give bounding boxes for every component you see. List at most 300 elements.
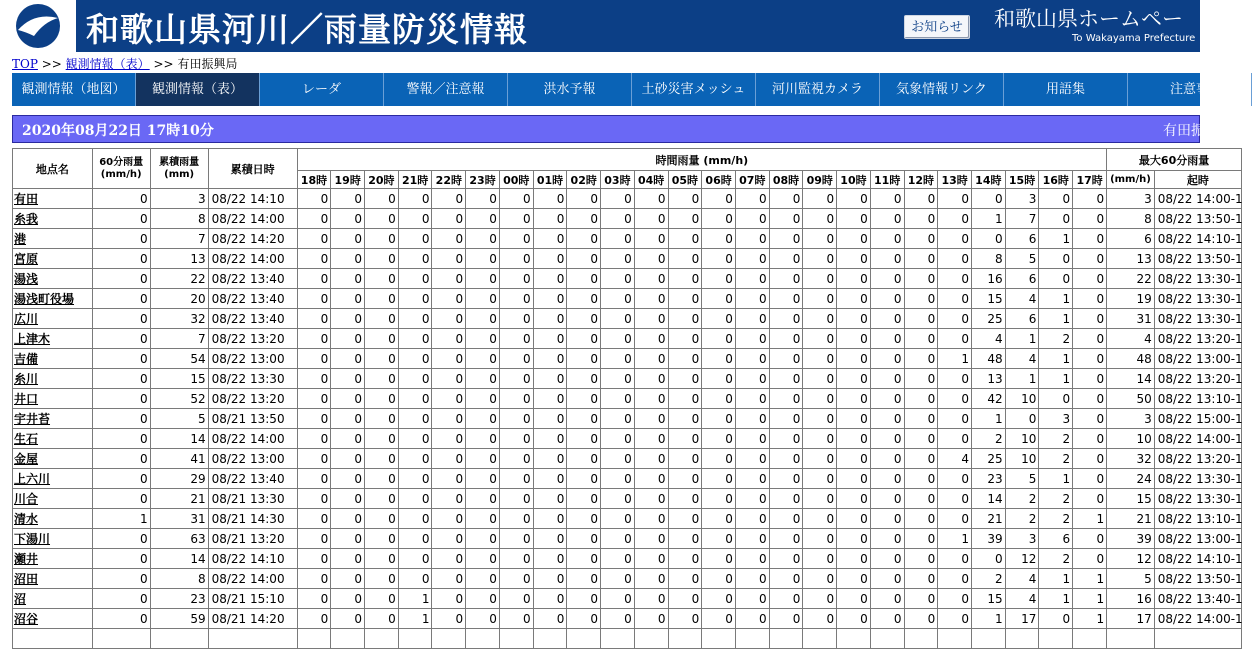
breadcrumb-current: 有田振興局 — [177, 57, 238, 71]
hourly-rain-cell: 0 — [1073, 269, 1107, 289]
hourly-rain-cell: 0 — [331, 309, 365, 329]
hourly-rain-cell: 7 — [1005, 209, 1039, 229]
nav-item-9[interactable]: 用語集 — [1004, 73, 1128, 106]
hourly-rain-cell: 1 — [1005, 329, 1039, 349]
hourly-rain-cell: 0 — [432, 589, 466, 609]
nav-item-6[interactable]: 土砂災害メッシュ — [632, 73, 756, 106]
hourly-rain-cell: 0 — [466, 329, 500, 349]
hourly-rain-cell: 0 — [870, 569, 904, 589]
cumulative-cell: 54 — [150, 349, 208, 369]
max60-start-cell: 08/22 15:00-1 — [1154, 409, 1241, 429]
station-link[interactable]: 広川 — [14, 312, 39, 326]
hourly-rain-cell: 0 — [634, 329, 668, 349]
nav-item-10[interactable]: 注意事 — [1128, 73, 1252, 106]
cumulative-cell: 3 — [150, 189, 208, 209]
hourly-rain-cell: 0 — [432, 269, 466, 289]
hourly-rain-cell: 0 — [601, 569, 635, 589]
hourly-rain-cell: 0 — [634, 449, 668, 469]
rain60-cell: 0 — [92, 369, 150, 389]
cum-date-cell: 08/22 13:00 — [208, 449, 297, 469]
hourly-rain-cell: 0 — [1039, 209, 1073, 229]
hourly-rain-cell: 0 — [668, 449, 702, 469]
hourly-rain-cell: 0 — [837, 409, 871, 429]
station-link[interactable]: 生石 — [14, 432, 39, 446]
hourly-rain-cell: 0 — [1073, 409, 1107, 429]
hourly-rain-cell: 0 — [904, 249, 938, 269]
hourly-rain-cell — [870, 629, 904, 649]
hourly-rain-cell: 0 — [668, 349, 702, 369]
hourly-rain-cell: 0 — [769, 469, 803, 489]
nav-item-2[interactable]: 観測情報（表） — [136, 73, 260, 106]
breadcrumb-top-link[interactable]: TOP — [12, 57, 38, 71]
station-link[interactable]: 上津木 — [14, 332, 51, 346]
hourly-rain-cell: 4 — [938, 449, 972, 469]
hourly-rain-cell: 0 — [297, 529, 331, 549]
hourly-rain-cell: 0 — [769, 409, 803, 429]
hourly-rain-cell: 0 — [668, 469, 702, 489]
hourly-rain-cell: 0 — [803, 509, 837, 529]
hourly-rain-cell: 0 — [803, 589, 837, 609]
nav-item-1[interactable]: 観測情報（地図） — [12, 73, 136, 106]
hourly-rain-cell: 0 — [466, 189, 500, 209]
table-row — [13, 309, 1242, 329]
hourly-rain-cell: 0 — [567, 389, 601, 409]
breadcrumb-obs-table-link[interactable]: 観測情報（表） — [65, 57, 150, 71]
hourly-rain-cell: 2 — [1039, 549, 1073, 569]
hourly-rain-cell: 0 — [432, 469, 466, 489]
hourly-rain-cell: 0 — [702, 469, 736, 489]
hourly-rain-cell: 4 — [1005, 589, 1039, 609]
hourly-rain-cell: 0 — [601, 489, 635, 509]
col-header-hourly: 時間雨量 (mm/h) — [297, 149, 1107, 171]
col-header-cum-date: 累積日時 — [208, 149, 297, 189]
hourly-rain-cell: 0 — [904, 469, 938, 489]
station-cell — [13, 629, 93, 649]
hourly-rain-cell: 0 — [365, 269, 399, 289]
station-cell — [13, 189, 93, 209]
hourly-rain-cell: 0 — [938, 549, 972, 569]
hourly-rain-cell: 0 — [432, 249, 466, 269]
hourly-rain-cell — [702, 629, 736, 649]
hourly-rain-cell: 0 — [904, 589, 938, 609]
hourly-rain-cell — [1005, 629, 1039, 649]
hourly-rain-cell: 2 — [971, 569, 1005, 589]
cumulative-cell: 29 — [150, 469, 208, 489]
hourly-rain-cell: 0 — [533, 329, 567, 349]
hourly-rain-cell: 0 — [668, 369, 702, 389]
hourly-rain-cell: 0 — [365, 189, 399, 209]
cum-date-cell: 08/22 13:40 — [208, 289, 297, 309]
hourly-rain-cell: 0 — [331, 409, 365, 429]
station-link[interactable]: 上六川 — [14, 472, 51, 486]
hourly-rain-cell: 0 — [837, 429, 871, 449]
hourly-rain-cell: 0 — [702, 269, 736, 289]
hourly-rain-cell: 0 — [1073, 309, 1107, 329]
hourly-rain-cell: 1 — [1073, 589, 1107, 609]
hourly-rain-cell: 0 — [398, 409, 432, 429]
max60-cell: 39 — [1107, 529, 1155, 549]
hourly-rain-cell: 0 — [870, 289, 904, 309]
cumulative-cell: 14 — [150, 429, 208, 449]
hourly-rain-cell: 0 — [634, 289, 668, 309]
hourly-rain-cell: 0 — [938, 569, 972, 589]
observation-datetime-bar — [12, 115, 1205, 143]
hourly-rain-cell: 0 — [702, 289, 736, 309]
cumulative-cell: 22 — [150, 269, 208, 289]
station-link[interactable]: 沼田 — [14, 572, 39, 586]
hourly-rain-cell: 0 — [567, 449, 601, 469]
hourly-rain-cell: 0 — [567, 349, 601, 369]
hourly-rain-cell: 0 — [466, 609, 500, 629]
max60-start-cell: 08/22 13:50-1 — [1154, 569, 1241, 589]
hourly-rain-cell: 0 — [499, 189, 533, 209]
rain60-cell: 0 — [92, 529, 150, 549]
max60-start-cell — [1154, 629, 1241, 649]
hourly-rain-cell: 0 — [365, 309, 399, 329]
hourly-rain-cell: 0 — [601, 469, 635, 489]
hourly-rain-cell: 0 — [904, 509, 938, 529]
notice-button[interactable]: お知らせ — [904, 15, 970, 39]
hourly-rain-cell: 0 — [466, 589, 500, 609]
hourly-rain-cell: 0 — [432, 429, 466, 449]
hourly-rain-cell: 0 — [769, 589, 803, 609]
station-link[interactable]: 清水 — [14, 512, 39, 526]
hourly-rain-cell: 21 — [971, 509, 1005, 529]
hourly-rain-cell: 0 — [870, 249, 904, 269]
hourly-rain-cell: 0 — [668, 549, 702, 569]
max60-cell: 12 — [1107, 549, 1155, 569]
cumulative-cell: 5 — [150, 409, 208, 429]
hourly-rain-cell: 0 — [803, 569, 837, 589]
hour-header: 21時 — [398, 171, 432, 189]
nav-item-5[interactable]: 洪水予報 — [508, 73, 632, 106]
hourly-rain-cell: 3 — [1039, 409, 1073, 429]
hourly-rain-cell: 0 — [601, 549, 635, 569]
hourly-rain-cell: 0 — [702, 209, 736, 229]
hourly-rain-cell: 0 — [735, 329, 769, 349]
rain60-cell: 0 — [92, 229, 150, 249]
hourly-rain-cell: 0 — [567, 529, 601, 549]
station-link[interactable]: 沼 — [14, 592, 27, 606]
hourly-rain-cell: 0 — [769, 509, 803, 529]
hourly-rain-cell: 0 — [601, 589, 635, 609]
table-row — [13, 269, 1242, 289]
hour-header: 03時 — [601, 171, 635, 189]
station-link[interactable]: 井口 — [14, 392, 39, 406]
hourly-rain-cell: 0 — [702, 509, 736, 529]
hourly-rain-cell: 5 — [1005, 249, 1039, 269]
hourly-rain-cell: 0 — [1073, 549, 1107, 569]
hourly-rain-cell: 0 — [398, 549, 432, 569]
hourly-rain-cell — [466, 629, 500, 649]
station-link[interactable]: 糸川 — [14, 372, 39, 386]
hourly-rain-cell: 0 — [1039, 189, 1073, 209]
rain60-cell: 0 — [92, 609, 150, 629]
hourly-rain-cell: 0 — [499, 289, 533, 309]
hourly-rain-cell: 0 — [904, 569, 938, 589]
cum-date-cell: 08/22 13:20 — [208, 389, 297, 409]
hourly-rain-cell: 0 — [466, 389, 500, 409]
rainfall-table — [12, 148, 1242, 649]
hourly-rain-cell: 0 — [837, 529, 871, 549]
hourly-rain-cell: 0 — [870, 609, 904, 629]
hourly-rain-cell: 0 — [365, 249, 399, 269]
hourly-rain-cell: 0 — [735, 489, 769, 509]
hourly-rain-cell: 0 — [702, 189, 736, 209]
station-link[interactable]: 瀬井 — [14, 552, 39, 566]
max60-cell: 6 — [1107, 229, 1155, 249]
nav-item-4[interactable]: 警報／注意報 — [384, 73, 508, 106]
hourly-rain-cell: 0 — [1073, 329, 1107, 349]
hourly-rain-cell: 0 — [1073, 249, 1107, 269]
station-link[interactable]: 湯浅 — [14, 272, 39, 286]
hour-header: 20時 — [365, 171, 399, 189]
station-cell — [13, 509, 93, 529]
cum-date-cell: 08/22 14:10 — [208, 189, 297, 209]
hourly-rain-cell: 0 — [432, 289, 466, 309]
hourly-rain-cell: 0 — [904, 489, 938, 509]
hourly-rain-cell: 0 — [735, 469, 769, 489]
hourly-rain-cell: 0 — [533, 469, 567, 489]
hourly-rain-cell: 0 — [365, 429, 399, 449]
max60-cell: 19 — [1107, 289, 1155, 309]
hourly-rain-cell: 0 — [499, 449, 533, 469]
hourly-rain-cell: 0 — [601, 329, 635, 349]
station-link[interactable]: 下湯川 — [14, 532, 51, 546]
site-title: 和歌山県河川／雨量防災情報 — [86, 10, 528, 49]
hourly-rain-cell — [331, 629, 365, 649]
hourly-rain-cell: 0 — [668, 269, 702, 289]
hourly-rain-cell: 0 — [398, 229, 432, 249]
hourly-rain-cell — [499, 629, 533, 649]
max60-cell: 13 — [1107, 249, 1155, 269]
rain60-cell: 0 — [92, 269, 150, 289]
rain60-cell: 0 — [92, 389, 150, 409]
rain60-cell: 1 — [92, 509, 150, 529]
hourly-rain-cell: 0 — [904, 189, 938, 209]
hourly-rain-cell: 0 — [1073, 209, 1107, 229]
table-row — [13, 349, 1242, 369]
hourly-rain-cell: 0 — [297, 309, 331, 329]
hourly-rain-cell — [567, 629, 601, 649]
station-cell — [13, 409, 93, 429]
hourly-rain-cell: 0 — [398, 489, 432, 509]
hourly-rain-cell: 0 — [499, 389, 533, 409]
hourly-rain-cell: 0 — [297, 589, 331, 609]
hourly-rain-cell: 0 — [837, 229, 871, 249]
hourly-rain-cell: 0 — [668, 489, 702, 509]
hourly-rain-cell: 0 — [499, 329, 533, 349]
station-link[interactable]: 湯浅町役場 — [14, 292, 75, 306]
prefecture-home-sublabel[interactable]: To Wakayama Prefecture — [1072, 33, 1196, 44]
hourly-rain-cell: 10 — [1005, 389, 1039, 409]
hourly-rain-cell — [735, 629, 769, 649]
hourly-rain-cell: 0 — [803, 489, 837, 509]
cum-date-cell: 08/22 14:00 — [208, 209, 297, 229]
hourly-rain-cell: 0 — [702, 549, 736, 569]
hour-header: 22時 — [432, 171, 466, 189]
hourly-rain-cell: 0 — [938, 369, 972, 389]
hourly-rain-cell: 0 — [331, 209, 365, 229]
hourly-rain-cell: 0 — [297, 549, 331, 569]
hourly-rain-cell: 1 — [1039, 569, 1073, 589]
hourly-rain-cell: 0 — [365, 369, 399, 389]
max60-cell: 22 — [1107, 269, 1155, 289]
hourly-rain-cell: 0 — [499, 349, 533, 369]
hourly-rain-cell: 16 — [971, 269, 1005, 289]
prefecture-logo[interactable] — [0, 0, 76, 52]
station-link[interactable]: 宮原 — [14, 252, 39, 266]
hour-header: 23時 — [466, 171, 500, 189]
hourly-rain-cell: 0 — [567, 549, 601, 569]
hourly-rain-cell: 1 — [1039, 469, 1073, 489]
rain60-cell: 0 — [92, 429, 150, 449]
max60-start-cell: 08/22 14:10-1 — [1154, 549, 1241, 569]
hourly-rain-cell: 0 — [803, 229, 837, 249]
hourly-rain-cell: 0 — [735, 609, 769, 629]
hourly-rain-cell: 0 — [668, 509, 702, 529]
nav-item-8[interactable]: 気象情報リンク — [880, 73, 1004, 106]
hourly-rain-cell: 0 — [803, 389, 837, 409]
prefecture-emblem-icon — [4, 2, 72, 50]
hourly-rain-cell: 0 — [634, 309, 668, 329]
hourly-rain-cell: 0 — [735, 289, 769, 309]
hourly-rain-cell: 0 — [668, 229, 702, 249]
hourly-rain-cell: 0 — [601, 609, 635, 629]
hourly-rain-cell: 4 — [1005, 569, 1039, 589]
station-cell — [13, 549, 93, 569]
hourly-rain-cell: 0 — [803, 209, 837, 229]
hourly-rain-cell: 0 — [365, 329, 399, 349]
hourly-rain-cell: 0 — [567, 229, 601, 249]
hourly-rain-cell: 0 — [803, 289, 837, 309]
hourly-rain-cell: 0 — [499, 429, 533, 449]
hourly-rain-cell: 0 — [567, 609, 601, 629]
hourly-rain-cell: 17 — [1005, 609, 1039, 629]
hourly-rain-cell: 0 — [904, 369, 938, 389]
col-header-max60: 最大60分雨量 — [1107, 149, 1242, 171]
hourly-rain-cell: 0 — [499, 249, 533, 269]
hourly-rain-cell: 0 — [365, 469, 399, 489]
hourly-rain-cell: 0 — [837, 389, 871, 409]
rainfall-table-container[interactable] — [12, 148, 1243, 630]
hourly-rain-cell: 0 — [938, 309, 972, 329]
hourly-rain-cell: 0 — [331, 449, 365, 469]
max60-cell: 50 — [1107, 389, 1155, 409]
station-link[interactable]: 吉備 — [14, 352, 39, 366]
hourly-rain-cell: 0 — [533, 609, 567, 629]
hour-header: 00時 — [499, 171, 533, 189]
hourly-rain-cell: 25 — [971, 449, 1005, 469]
hourly-rain-cell: 0 — [331, 349, 365, 369]
hourly-rain-cell: 0 — [769, 269, 803, 289]
hourly-rain-cell: 0 — [870, 409, 904, 429]
hourly-rain-cell: 0 — [904, 349, 938, 369]
hourly-rain-cell: 0 — [735, 189, 769, 209]
station-cell — [13, 529, 93, 549]
station-cell — [13, 329, 93, 349]
hourly-rain-cell: 0 — [870, 369, 904, 389]
station-link[interactable]: 糸我 — [14, 212, 39, 226]
hourly-rain-cell — [634, 629, 668, 649]
hour-header: 04時 — [634, 171, 668, 189]
hourly-rain-cell: 42 — [971, 389, 1005, 409]
hourly-rain-cell: 0 — [1073, 369, 1107, 389]
max60-start-cell: 08/22 13:00-1 — [1154, 349, 1241, 369]
rain60-cell: 0 — [92, 489, 150, 509]
station-link[interactable]: 有田 — [14, 192, 39, 206]
station-link[interactable]: 宇井苔 — [14, 412, 51, 426]
hourly-rain-cell: 10 — [1005, 429, 1039, 449]
hour-header: 06時 — [702, 171, 736, 189]
hourly-rain-cell: 0 — [365, 589, 399, 609]
station-link[interactable]: 沼谷 — [14, 612, 39, 626]
table-row — [13, 429, 1242, 449]
hourly-rain-cell: 13 — [971, 369, 1005, 389]
station-link[interactable]: 金屋 — [14, 452, 39, 466]
table-row — [13, 469, 1242, 489]
table-row — [13, 369, 1242, 389]
hourly-rain-cell: 0 — [466, 369, 500, 389]
hourly-rain-cell: 0 — [837, 209, 871, 229]
hourly-rain-cell: 0 — [567, 469, 601, 489]
cum-date-cell: 08/22 13:20 — [208, 329, 297, 349]
hourly-rain-cell: 0 — [668, 209, 702, 229]
hourly-rain-cell: 0 — [297, 189, 331, 209]
rain60-cell: 0 — [92, 309, 150, 329]
hourly-rain-cell: 0 — [398, 329, 432, 349]
prefecture-home-link[interactable]: 和歌山県ホームペー — [994, 7, 1183, 31]
hourly-rain-cell: 0 — [499, 369, 533, 389]
station-link[interactable]: 川合 — [14, 492, 39, 506]
cum-date-cell: 08/22 14:10 — [208, 549, 297, 569]
cum-date-cell: 08/21 13:20 — [208, 529, 297, 549]
max60-start-cell: 08/22 13:50-1 — [1154, 249, 1241, 269]
table-row — [13, 249, 1242, 269]
cumulative-cell: 8 — [150, 209, 208, 229]
max60-start-cell: 08/22 13:20-1 — [1154, 329, 1241, 349]
hourly-rain-cell — [1073, 629, 1107, 649]
table-row — [13, 329, 1242, 349]
hourly-rain-cell: 0 — [735, 429, 769, 449]
hourly-rain-cell: 0 — [769, 449, 803, 469]
col-header-rain60: 60分雨量 (mm/h) — [92, 149, 150, 189]
hour-header: 08時 — [769, 171, 803, 189]
hourly-rain-cell: 0 — [870, 509, 904, 529]
hourly-rain-cell: 0 — [297, 429, 331, 449]
nav-item-7[interactable]: 河川監視カメラ — [756, 73, 880, 106]
hourly-rain-cell: 0 — [837, 369, 871, 389]
hourly-rain-cell: 0 — [601, 229, 635, 249]
hourly-rain-cell: 0 — [567, 309, 601, 329]
hourly-rain-cell: 3 — [1005, 529, 1039, 549]
hourly-rain-cell: 0 — [601, 369, 635, 389]
hourly-rain-cell: 0 — [938, 469, 972, 489]
station-cell — [13, 309, 93, 329]
hourly-rain-cell: 0 — [938, 329, 972, 349]
hourly-rain-cell: 0 — [567, 489, 601, 509]
nav-item-3[interactable]: レーダ — [260, 73, 384, 106]
hourly-rain-cell: 0 — [735, 509, 769, 529]
hourly-rain-cell: 0 — [735, 589, 769, 609]
max60-cell: 32 — [1107, 449, 1155, 469]
station-link[interactable]: 港 — [14, 232, 27, 246]
hourly-rain-cell — [904, 629, 938, 649]
hour-header: 05時 — [668, 171, 702, 189]
hourly-rain-cell: 0 — [331, 549, 365, 569]
cum-date-cell: 08/21 13:30 — [208, 489, 297, 509]
hourly-rain-cell: 0 — [837, 469, 871, 489]
